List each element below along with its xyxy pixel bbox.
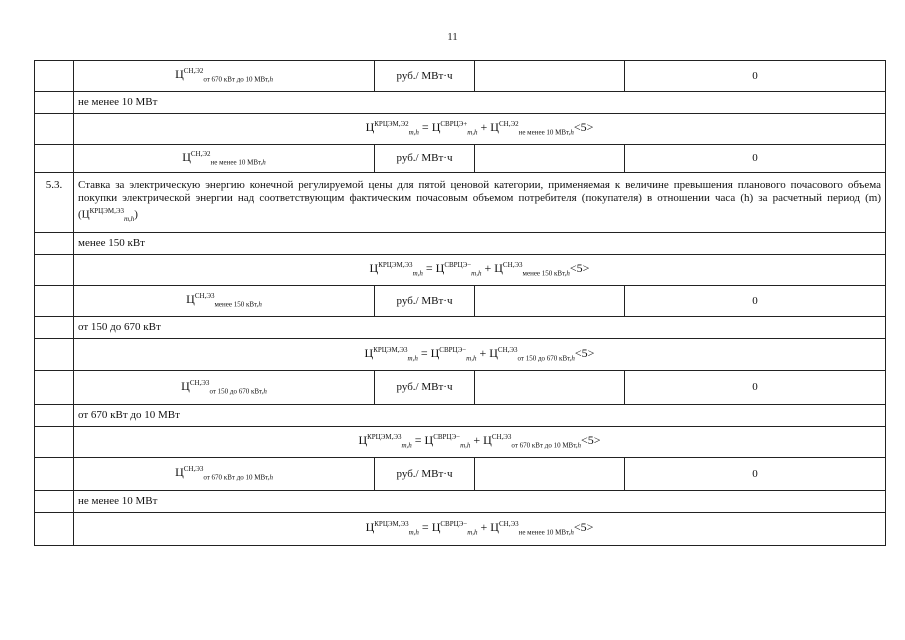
section-title: не менее 10 МВт [74, 92, 886, 114]
rate-symbol-cell [74, 458, 375, 491]
number-cell [35, 513, 74, 546]
table-row [35, 427, 886, 458]
tariff-table [34, 60, 886, 546]
number-cell [35, 317, 74, 339]
table-row [35, 145, 886, 173]
rate-symbol: $Ц^{СН,Э3}_{от 150 до 670 кВт,h}$ [181, 378, 267, 396]
table-row [35, 114, 886, 145]
unit-cell: руб./ МВт·ч [375, 145, 475, 173]
table-row [35, 513, 886, 546]
value-cell: 0 [625, 458, 886, 491]
number-cell [35, 233, 74, 255]
table-row [35, 491, 886, 513]
number-cell [35, 405, 74, 427]
item-number: 5.3. [35, 173, 74, 233]
value-cell: 0 [625, 371, 886, 405]
number-cell [35, 339, 74, 371]
table-row [35, 317, 886, 339]
number-cell [35, 427, 74, 458]
table-row [35, 339, 886, 371]
unit-cell: руб./ МВт·ч [375, 286, 475, 317]
rate-symbol: $Ц^{СН,Э3}_{от 670 кВт до 10 МВт,h}$ [175, 465, 273, 482]
unit-cell: руб./ МВт·ч [375, 458, 475, 491]
rate-symbol-cell [74, 286, 375, 317]
rate-symbol-cell [74, 371, 375, 405]
table-row [35, 405, 886, 427]
number-cell [35, 92, 74, 114]
value-cell: 0 [625, 286, 886, 317]
table-row [35, 458, 886, 491]
empty-cell [475, 61, 625, 92]
section-title: не менее 10 МВт [74, 491, 886, 513]
formula-cell [74, 114, 886, 145]
number-cell [35, 145, 74, 173]
formula-cell [74, 513, 886, 546]
empty-cell [475, 458, 625, 491]
unit-cell: руб./ МВт·ч [375, 61, 475, 92]
unit-cell: руб./ МВт·ч [375, 371, 475, 405]
rate-symbol-cell [74, 145, 375, 173]
number-cell [35, 371, 74, 405]
table-row [35, 371, 886, 405]
rate-symbol-cell [74, 61, 375, 92]
formula: $Ц^{КРЦЭМ,Э3}_{m,h} = Ц^{СВРЦЭ-}_{m,h} + Ц^{СН,Э3}_{менее 150 кВт,h}<5>$ [369, 261, 590, 278]
table-row [35, 61, 886, 92]
value-cell: 0 [625, 61, 886, 92]
value-cell: 0 [625, 145, 886, 173]
empty-cell [475, 371, 625, 405]
formula-cell [74, 339, 886, 371]
number-cell [35, 458, 74, 491]
table-row [35, 233, 886, 255]
empty-cell [475, 145, 625, 173]
section-title: от 670 кВт до 10 МВт [74, 405, 886, 427]
formula-cell [74, 427, 886, 458]
formula: $Ц^{КРЦЭМ,Э3}_{m,h} = Ц^{СВРЦЭ-}_{m,h} + Ц^{СН,Э3}_{от 670 кВт до 10 МВт,h}<5>$ [358, 433, 601, 450]
formula: $Ц^{КРЦЭМ,Э3}_{m,h} = Ц^{СВРЦЭ-}_{m,h} + Ц^{СН,Э3}_{от 150 до 670 кВт,h}<5>$ [364, 345, 595, 363]
number-cell [35, 255, 74, 286]
number-cell [35, 61, 74, 92]
rate-symbol: $Ц^{СН,Э2}_{от 670 кВт до 10 МВт,h}$ [175, 67, 273, 84]
number-cell [35, 286, 74, 317]
number-cell [35, 114, 74, 145]
section-title: менее 150 кВт [74, 233, 886, 255]
section-title: от 150 до 670 кВт [74, 317, 886, 339]
formula: $Ц^{КРЦЭМ,Э3}_{m,h} = Ц^{СВРЦЭ-}_{m,h} + Ц^{СН,Э3}_{не менее 10 МВт,h}<5>$ [365, 520, 594, 537]
formula: $Ц^{КРЦЭМ,Э2}_{m,h} = Ц^{СВРЦЭ+}_{m,h} + Ц^{СН,Э2}_{не менее 10 МВт,h}<5>$ [365, 120, 594, 137]
table-row [35, 286, 886, 317]
item-description: Ставка за электрическую энергию конечной регулируемой цены для пятой ценовой категории, применяемая к величине превышения планового почасового объема покупки электрической энергии над соответствующим фактическим почасовым объемом потребителя (покупателя) в отношении часа (h) за расчетный период (m) $(Ц^{КРЦЭМ,Э3}_{m,h})$ [74, 173, 886, 233]
page-number: 11 [447, 31, 458, 43]
empty-cell [475, 286, 625, 317]
table-row [35, 92, 886, 114]
rate-symbol: $Ц^{СН,Э3}_{менее 150 кВт,h}$ [186, 292, 262, 309]
rate-symbol: $Ц^{СН,Э2}_{не менее 10 МВт,h}$ [182, 149, 266, 167]
formula-cell [74, 255, 886, 286]
table-row [35, 255, 886, 286]
number-cell [35, 491, 74, 513]
table-row [35, 173, 886, 233]
